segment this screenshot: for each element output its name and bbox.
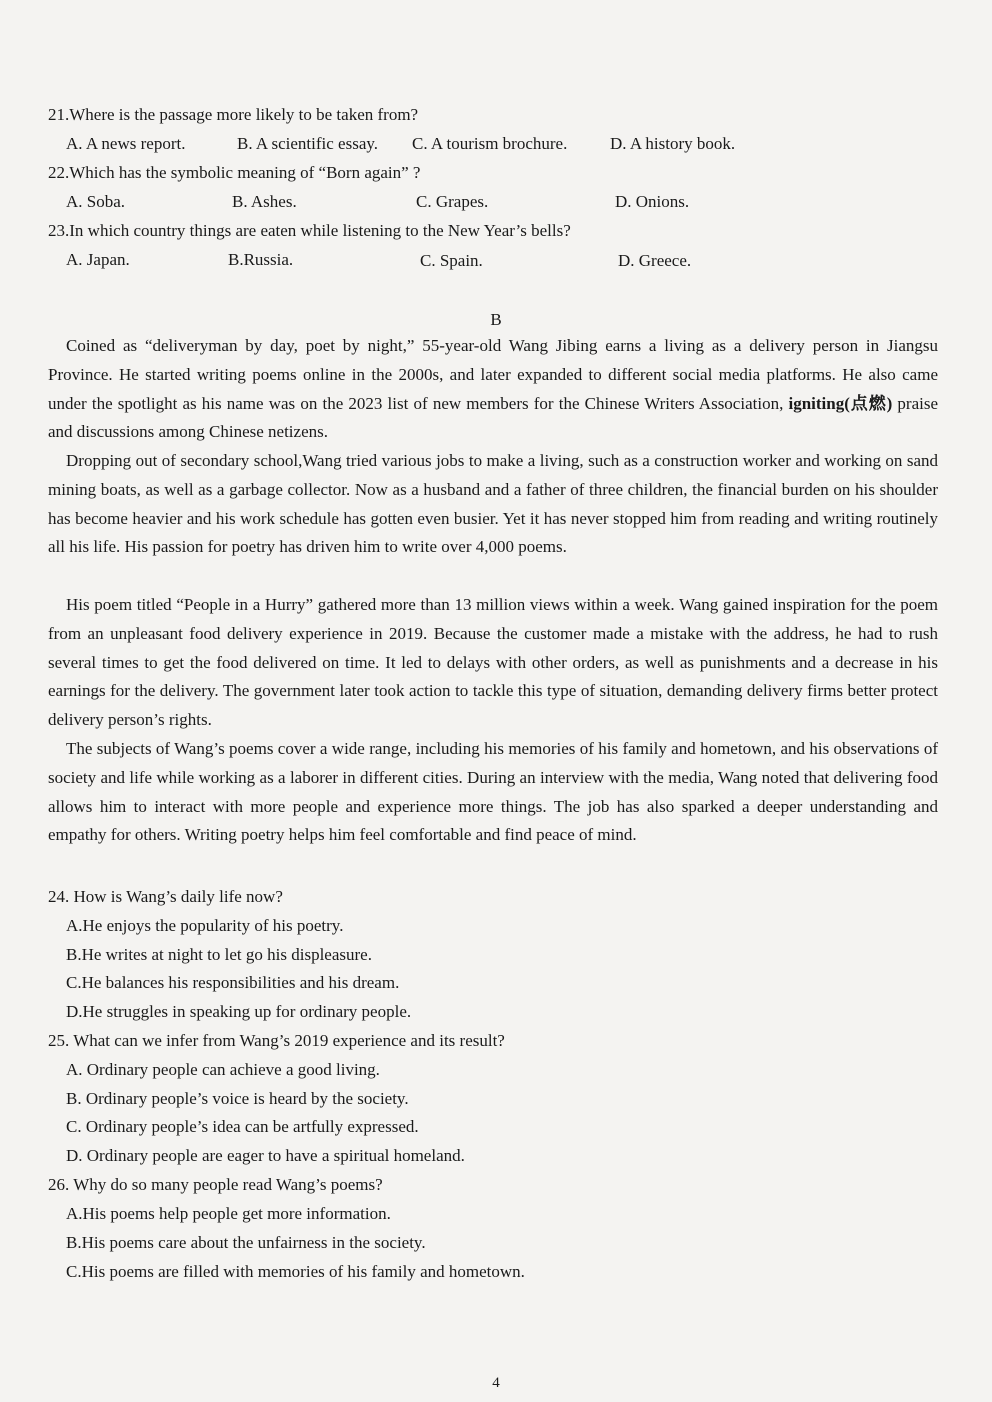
section-b-title: B	[490, 310, 502, 329]
passage-paragraph-3: His poem titled “People in a Hurry” gathered more than 13 million views within a week. Wang gained inspiration for the poem from an unpleasant food delivery experience in 2019. Because the customer made a mistake with the address, he had to rush several times to get the food delivered on time. It led to delays with other orders, as well as punishments and a decrease in his earnings for the delivery. The government later took action to tackle this type of situation, demanding delivery firms better protect delivery person’s rights.	[48, 595, 938, 730]
question-23-option-c: C. Spain.	[420, 251, 483, 270]
question-25-option-a: A. Ordinary people can achieve a good living.	[66, 1060, 380, 1079]
paragraph-1-lead: Coined as “deliveryman by day, poet by night,” 55-year-old Wang Jibing earns a living as a delivery person in Jiangsu Province. He started writing poems online in the 2000s, and later expanded to different social media platforms. He also came under the spotlight as his name was on the 2023 list of new members for the Chinese Writers Association,	[48, 336, 938, 413]
question-26-option-b: B.His poems care about the unfairness in the society.	[66, 1233, 426, 1252]
passage-paragraph-4: The subjects of Wang’s poems cover a wide range, including his memories of his family and hometown, and his observations of society and life while working as a laborer in different cities. During an interview with the media, Wang noted that delivering food allows him to interact with more people and experience more things. The job has also sparked a deeper understanding and empathy for others. Writing poetry helps him feel comfortable and find peace of mind.	[48, 739, 938, 845]
question-24-option-d: D.He struggles in speaking up for ordinary people.	[66, 1002, 412, 1021]
question-22-option-b: B. Ashes.	[232, 192, 297, 211]
question-22-option-c: C. Grapes.	[416, 192, 489, 211]
question-21-option-d: D. A history book.	[610, 134, 736, 153]
question-21-stem: 21.Where is the passage more likely to be taken from?	[48, 105, 419, 124]
question-25-option-c: C. Ordinary people’s idea can be artfully expressed.	[66, 1117, 419, 1136]
paragraph-1-tail: praise and discussions among Chinese netizens.	[48, 393, 939, 442]
question-23-option-d: D. Greece.	[618, 251, 692, 270]
question-21-option-a: A. A news report.	[66, 134, 186, 153]
question-26-option-a: A.His poems help people get more information.	[66, 1204, 391, 1223]
question-23-option-b: B.Russia.	[228, 250, 294, 269]
question-25-option-d: D. Ordinary people are eager to have a spiritual homeland.	[66, 1146, 465, 1165]
question-21-option-b: B. A scientific essay.	[237, 134, 379, 153]
question-23-option-a: A. Japan.	[66, 250, 130, 269]
question-22-stem: 22.Which has the symbolic meaning of “Born again” ?	[48, 163, 421, 182]
question-24-option-c: C.He balances his responsibilities and his dream.	[66, 973, 400, 992]
question-22-option-d: D. Onions.	[615, 192, 690, 211]
question-26-stem: 26. Why do so many people read Wang’s poems?	[48, 1175, 383, 1194]
question-24-option-b: B.He writes at night to let go his displeasure.	[66, 945, 372, 964]
question-22-option-a: A. Soba.	[66, 192, 126, 211]
question-25-stem: 25. What can we infer from Wang’s 2019 experience and its result?	[48, 1031, 505, 1050]
question-24-stem: 24. How is Wang’s daily life now?	[48, 887, 283, 906]
question-25-option-b: B. Ordinary people’s voice is heard by the society.	[66, 1089, 409, 1108]
question-23-stem: 23.In which country things are eaten while listening to the New Year’s bells?	[48, 221, 571, 240]
passage-paragraph-2: Dropping out of secondary school,Wang tried various jobs to make a living, such as a construction worker and working on sand mining boats, as well as a garbage collector. Now as a husband and a father of three children, the financial burden on his shoulder has become heavier and his work schedule has gotten even busier. Yet it has never stopped him from reading and writing routinely all his life. His passion for poetry has driven him to write over 4,000 poems.	[48, 451, 938, 557]
question-21-option-c: C. A tourism brochure.	[412, 134, 568, 153]
page-number: 4	[492, 1375, 500, 1391]
question-26-option-c: C.His poems are filled with memories of his family and hometown.	[66, 1262, 525, 1281]
question-24-option-a: A.He enjoys the popularity of his poetry.	[66, 916, 344, 935]
paragraph-1-bold-word: igniting(点燃)	[788, 393, 893, 413]
passage-paragraph-1	[48, 332, 938, 447]
